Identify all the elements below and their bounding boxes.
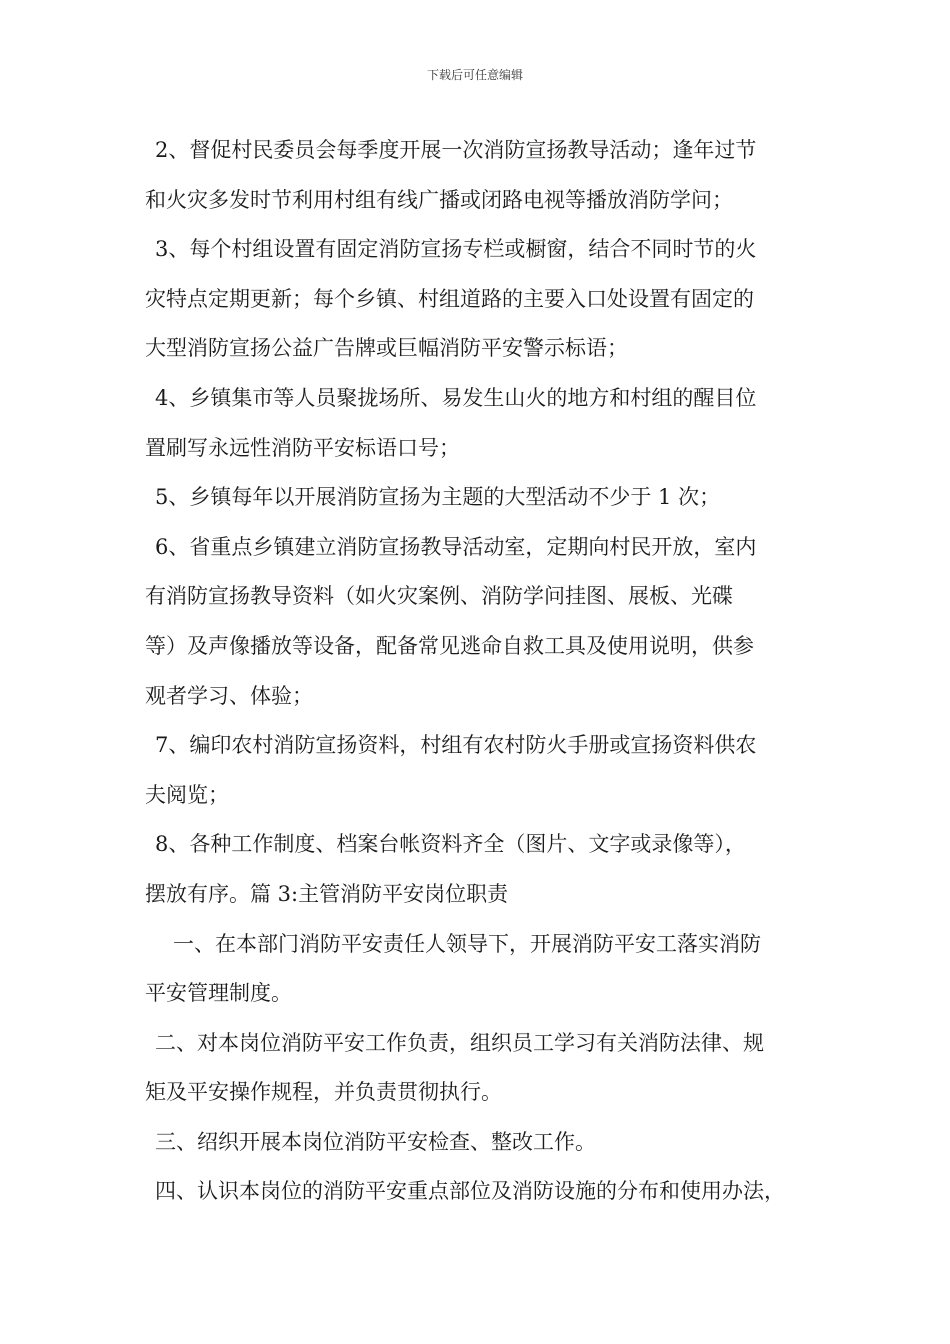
page-header: 下载后可任意编辑 [426, 68, 523, 82]
text-line: 二、对本岗位消防平安工作负责，组织员工学习有关消防法律、规 [155, 1030, 764, 1055]
text-line: 6、省重点乡镇建立消防宣扬教导活动室，定期向村民开放，室内 [155, 534, 757, 559]
text-line: 3、每个村组设置有固定消防宣扬专栏或橱窗，结合不同时节的火 [155, 237, 757, 262]
text-line: 和火灾多发时节利用村组有线广播或闭路电视等播放消防学问； [145, 187, 733, 212]
text-line: 三、绍织开展本岗位消防平安检查、整改工作。 [155, 1129, 596, 1154]
text-line: 5、乡镇每年以开展消防宣扬为主题的大型活动不少于 1 次； [155, 485, 721, 510]
text-line: 有消防宣扬教导资料（如火灾案例、消防学问挂图、展板、光碟 [145, 584, 733, 609]
text-line: 夫阅览； [145, 782, 229, 807]
text-line: 2、督促村民委员会每季度开展一次消防宣扬教导活动；逢年过节 [155, 138, 757, 162]
text-line: 四、认识本岗位的消防平安重点部位及消防设施的分布和使用办法， [155, 1179, 785, 1204]
text-line: 摆放有序。篇 3:主管消防平安岗位职责 [145, 881, 509, 906]
text-line: 一、在本部门消防平安责任人领导下，开展消防平安工落实消防 [173, 931, 761, 956]
text-line: 矩及平安操作规程，并负责贯彻执行。 [145, 1080, 502, 1105]
text-line: 7、编印农村消防宣扬资料，村组有农村防火手册或宣扬资料供农 [155, 733, 757, 758]
text-line: 8、各种工作制度、档案台帐资料齐全（图片、文字或录像等）， [155, 832, 746, 857]
document-body [145, 126, 830, 1217]
text-line: 置刷写永远性消防平安标语口号； [145, 435, 460, 460]
text-line: 观者学习、体验； [145, 683, 313, 708]
text-line: 灾特点定期更新；每个乡镇、村组道路的主要入口处设置有固定的 [145, 286, 754, 311]
text-line: 平安管理制度。 [145, 981, 292, 1006]
text-line: 等）及声像播放等设备，配备常见逃命自救工具及使用说明，供参 [145, 633, 754, 658]
text-line: 4、乡镇集市等人员聚拢场所、易发生山火的地方和村组的醒目位 [155, 385, 757, 410]
text-line: 大型消防宣扬公益广告牌或巨幅消防平安警示标语； [145, 336, 628, 361]
